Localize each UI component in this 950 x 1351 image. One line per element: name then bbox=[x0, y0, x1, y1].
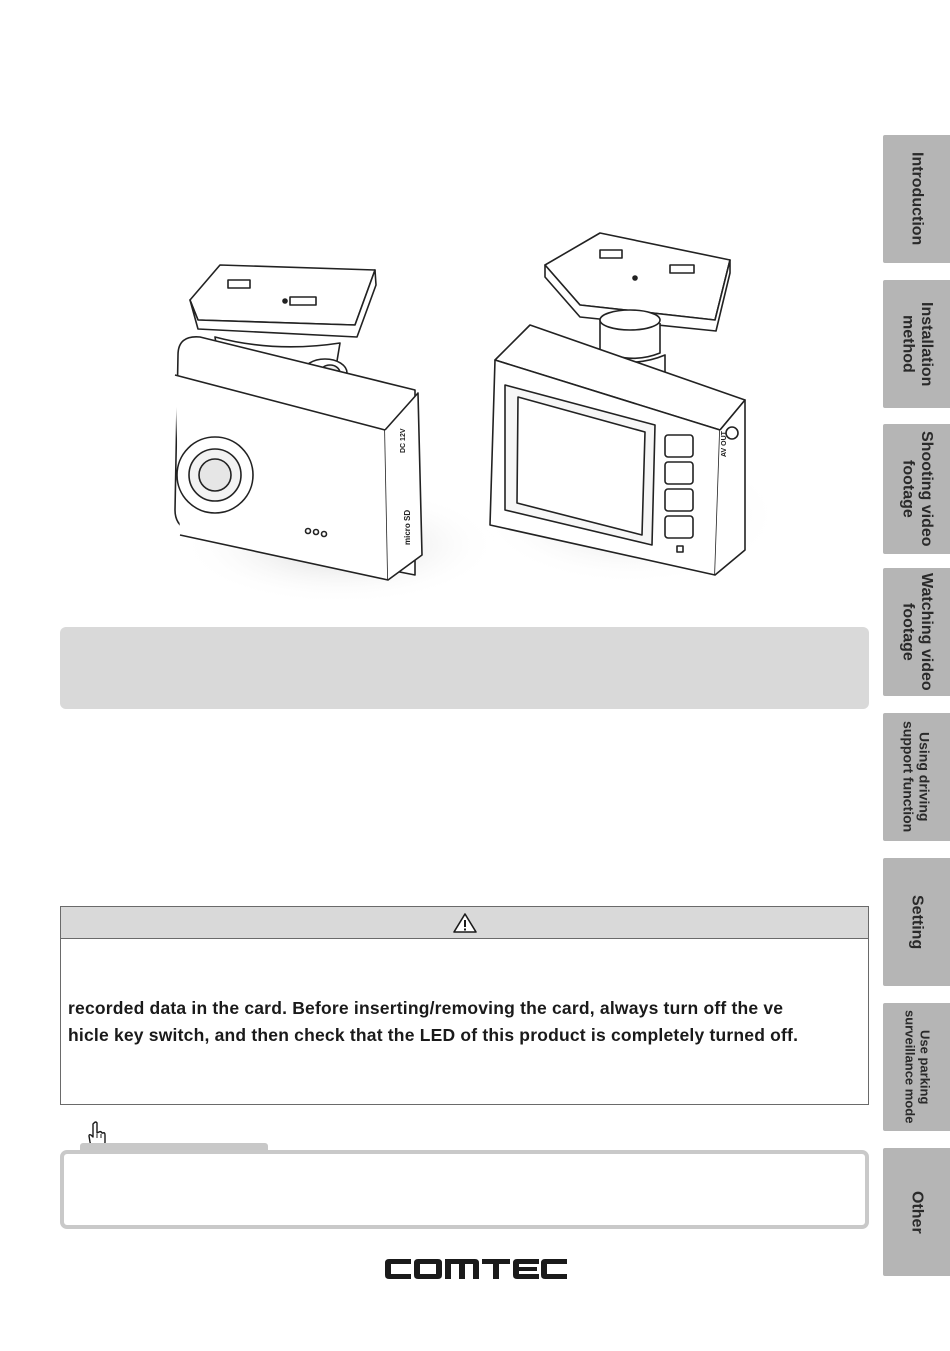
rear-side-label: AV OUT bbox=[721, 431, 728, 457]
front-camera-unit bbox=[175, 265, 422, 580]
tab-label: Shooting video footage bbox=[899, 431, 935, 547]
tab-label: Watching video footage bbox=[899, 573, 935, 691]
tab-label: Using driving support function bbox=[900, 721, 933, 833]
logo-mark bbox=[385, 1259, 567, 1279]
dashcam-illustration bbox=[160, 225, 770, 615]
caution-box bbox=[60, 906, 869, 1105]
tab-label: Other bbox=[908, 1190, 926, 1234]
front-side-label: DC 12V bbox=[400, 428, 407, 453]
tab-using-driving-support-function[interactable] bbox=[883, 713, 950, 841]
tab-label: Setting bbox=[908, 894, 926, 950]
comtec-logo bbox=[385, 1259, 567, 1279]
tab-other[interactable] bbox=[883, 1148, 950, 1276]
tab-label: Use parking surveillance mode bbox=[902, 1010, 933, 1124]
tab-shooting-video-footage[interactable] bbox=[883, 424, 950, 554]
tab-label: Installation method bbox=[899, 301, 935, 387]
tab-label: Introduction bbox=[908, 152, 926, 246]
tab-watching-video-footage[interactable] bbox=[883, 568, 950, 696]
section-banner bbox=[60, 627, 869, 709]
memo-box bbox=[60, 1150, 869, 1229]
caution-header bbox=[61, 907, 868, 939]
tab-introduction[interactable] bbox=[883, 135, 950, 263]
rear-camera-unit bbox=[490, 233, 745, 575]
caution-text bbox=[68, 995, 863, 1049]
caution-line: recorded data in the card. Before inserting/removing the card, always turn off the ve bbox=[68, 998, 784, 1018]
tab-installation-method[interactable] bbox=[883, 280, 950, 408]
warning-triangle-icon bbox=[452, 912, 478, 934]
tab-use-parking-surveillance-mode[interactable] bbox=[883, 1003, 950, 1131]
front-side-label: micro SD bbox=[403, 509, 412, 545]
tab-setting[interactable] bbox=[883, 858, 950, 986]
caution-line: hicle key switch, and then check that the LED of this product is completely turned off. bbox=[68, 1025, 799, 1045]
